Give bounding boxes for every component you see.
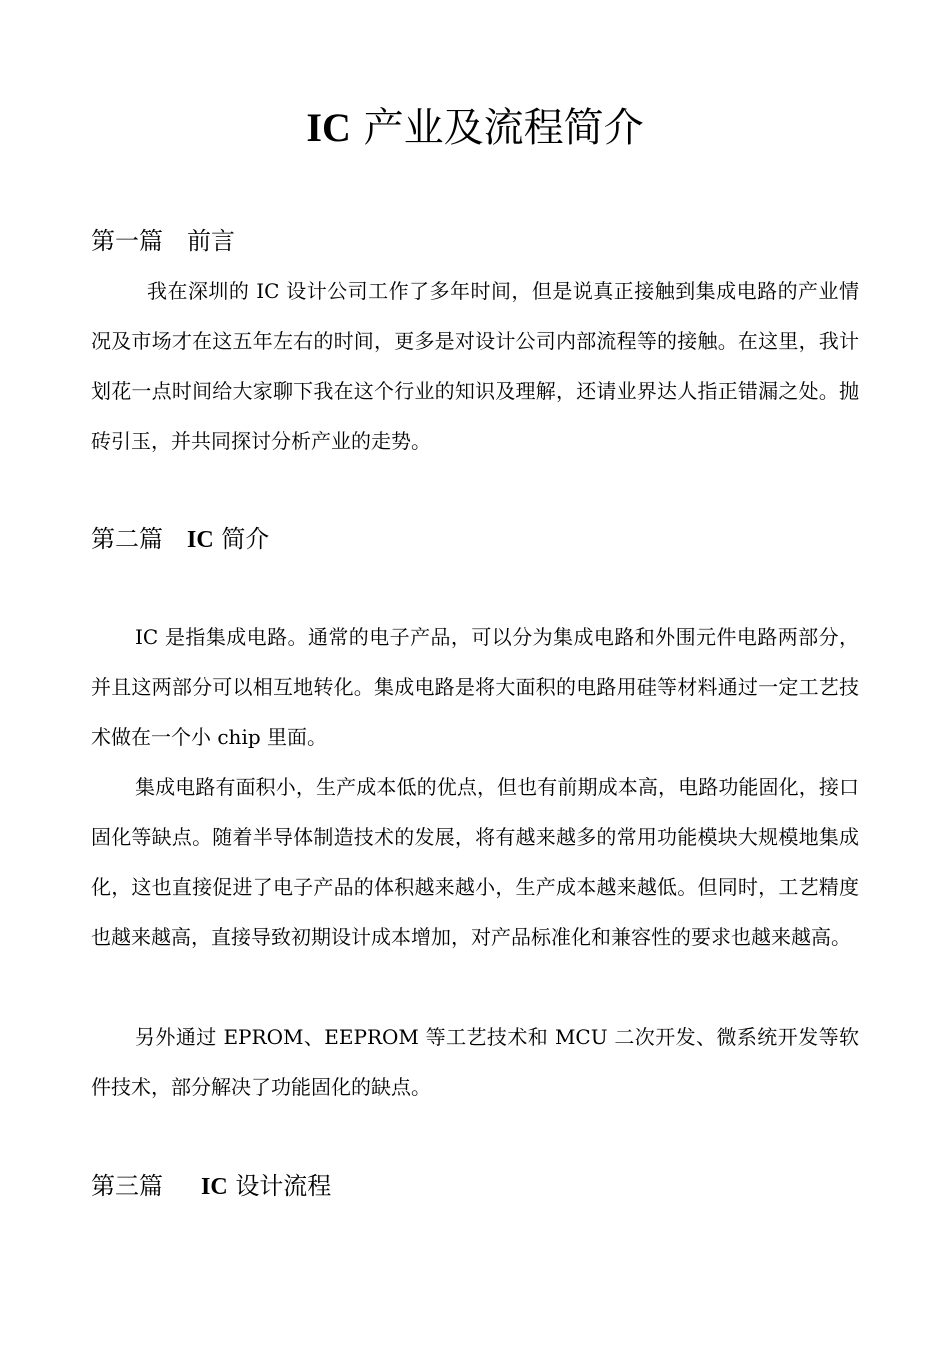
section-heading-preface bbox=[91, 224, 235, 258]
ic-paragraph-2: 集成电路有面积小，生产成本低的优点，但也有前期成本高，电路功能固化，接口固化等缺点。随着半导体制造技术的发展，将有越来越多的常用功能模块大规模地集成化，这也直接促进了电子产品的体积越来越小，生产成本越来越低。但同时，工艺精度也越来越高，直接导致初期设计成本增加，对产品标准化和兼容性的要求也越来越高。 bbox=[91, 775, 859, 949]
document-title-latin: IC bbox=[306, 105, 351, 150]
document-title bbox=[0, 100, 950, 156]
section-title: 简介 bbox=[221, 525, 270, 553]
preface-paragraph: 我在深圳的 IC 设计公司工作了多年时间，但是说真正接触到集成电路的产业情况及市场才在这五年左右的时间，更多是对设计公司内部流程等的接触。在这里，我计划花一点时间给大家聊下我在这个行业的知识及理解，还请业界达人指正错漏之处。抛砖引玉，并共同探讨分析产业的走势。 bbox=[91, 279, 859, 453]
section-title: 前言 bbox=[187, 227, 235, 255]
section-title-latin: IC bbox=[187, 527, 214, 553]
section-number: 第三篇 bbox=[91, 1172, 163, 1200]
section-title-latin: IC bbox=[201, 1174, 228, 1200]
section-heading-ic-design-flow bbox=[91, 1169, 331, 1204]
section-number: 第一篇 bbox=[91, 227, 163, 255]
ic-paragraph-3: 另外通过 EPROM、EEPROM 等工艺技术和 MCU 二次开发、微系统开发等软件技术，部分解决了功能固化的缺点。 bbox=[91, 1025, 859, 1099]
section-number: 第二篇 bbox=[91, 525, 163, 553]
section-heading-ic-intro bbox=[91, 522, 269, 557]
document-title-text: 产业及流程简介 bbox=[363, 105, 644, 151]
section-title: 设计流程 bbox=[235, 1172, 332, 1200]
ic-paragraph-1: IC 是指集成电路。通常的电子产品，可以分为集成电路和外围元件电路两部分，并且这两部分可以相互地转化。集成电路是将大面积的电路用硅等材料通过一定工艺技术做在一个小 chip 里面。 bbox=[91, 625, 859, 749]
